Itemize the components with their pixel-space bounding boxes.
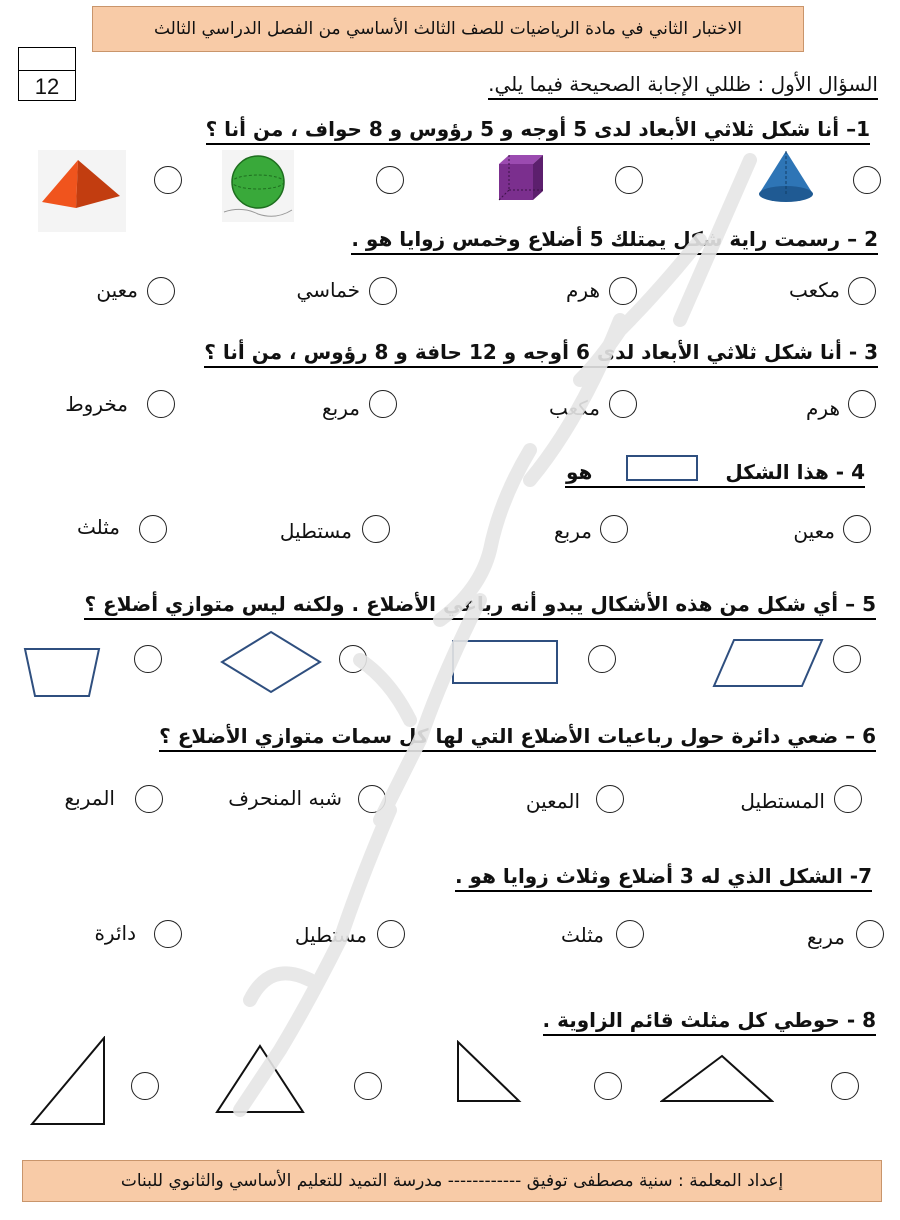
q7-option-2-label: مثلث bbox=[560, 923, 604, 947]
rectangle-shape bbox=[451, 639, 559, 685]
q2-option-1-circle[interactable] bbox=[848, 277, 876, 305]
q4-option-1-circle[interactable] bbox=[843, 515, 871, 543]
cone-icon bbox=[755, 148, 817, 206]
q6-option-3-circle[interactable] bbox=[358, 785, 386, 813]
q6-option-2-circle[interactable] bbox=[596, 785, 624, 813]
q2-option-2-circle[interactable] bbox=[609, 277, 637, 305]
q2-option-2-label: هرم bbox=[566, 278, 600, 302]
q1-option-2-circle[interactable] bbox=[615, 166, 643, 194]
q5-option-2-circle[interactable] bbox=[588, 645, 616, 673]
q7-option-2-circle[interactable] bbox=[616, 920, 644, 948]
pyramid-icon bbox=[38, 150, 126, 232]
q6-option-4-circle[interactable] bbox=[135, 785, 163, 813]
q3-option-4-circle[interactable] bbox=[147, 390, 175, 418]
question-5-text: 5 – أي شكل من هذه الأشكال يبدو أنه رباعي الأضلاع . ولكنه ليس متوازي أضلاع ؟ bbox=[84, 590, 876, 620]
q2-option-3-circle[interactable] bbox=[369, 277, 397, 305]
q2-option-4-circle[interactable] bbox=[147, 277, 175, 305]
q7-option-4-circle[interactable] bbox=[154, 920, 182, 948]
q7-option-1-label: مربع bbox=[807, 925, 845, 949]
q8-option-1-circle[interactable] bbox=[831, 1072, 859, 1100]
q1-option-4-circle[interactable] bbox=[154, 166, 182, 194]
footer bbox=[22, 1160, 882, 1202]
q8-option-3-circle[interactable] bbox=[354, 1072, 382, 1100]
q7-option-4-label: دائرة bbox=[94, 921, 136, 945]
q3-option-3-circle[interactable] bbox=[369, 390, 397, 418]
question-4-text bbox=[565, 458, 865, 488]
q2-option-1-label: مكعب bbox=[788, 278, 840, 302]
q6-option-4-label: المربع bbox=[64, 786, 115, 810]
q4-option-2-circle[interactable] bbox=[600, 515, 628, 543]
q3-option-3-label: مربع bbox=[322, 396, 360, 420]
q2-option-3-label: خماسي bbox=[296, 278, 360, 302]
q1-option-1-circle[interactable] bbox=[853, 166, 881, 194]
q3-option-1-label: هرم bbox=[806, 396, 840, 420]
q3-option-2-circle[interactable] bbox=[609, 390, 637, 418]
q3-option-1-circle[interactable] bbox=[848, 390, 876, 418]
q4-rectangle-figure bbox=[626, 455, 698, 481]
question-3-text: 3 - أنا شكل ثلاثي الأبعاد لدى 6 أوجه و 12 حافة و 8 رؤوس ، من أنا ؟ bbox=[204, 338, 878, 368]
q7-option-3-label: مستطيل bbox=[294, 923, 367, 947]
cube-icon bbox=[495, 152, 547, 204]
trapezoid-shape bbox=[23, 646, 101, 698]
q6-option-1-label: المستطيل bbox=[740, 789, 825, 813]
question-4-end: هو bbox=[566, 460, 593, 484]
q6-option-2-label: المعين bbox=[525, 789, 580, 813]
score-divider bbox=[19, 70, 75, 71]
q4-option-2-label: مربع bbox=[554, 519, 592, 543]
right-triangle-tall bbox=[30, 1036, 108, 1126]
score-box bbox=[18, 47, 76, 101]
score-total: 12 bbox=[34, 74, 60, 99]
q4-option-3-label: مستطيل bbox=[279, 519, 352, 543]
obtuse-triangle bbox=[660, 1054, 774, 1104]
q4-option-4-label: مثلث bbox=[76, 515, 120, 539]
question-1-text: 1– أنا شكل ثلاثي الأبعاد لدى 5 أوجه و 5 رؤوس و 8 حواف ، من أنا ؟ bbox=[206, 115, 870, 145]
q4-option-1-label: معين bbox=[793, 519, 835, 543]
right-triangle bbox=[455, 1040, 523, 1104]
section-title: السؤال الأول : ظللي الإجابة الصحيحة فيما يلي. bbox=[488, 70, 878, 100]
exam-title: الاختبار الثاني في مادة الرياضيات للصف الثالث الأساسي من الفصل الدراسي الثالث bbox=[153, 19, 743, 39]
q4-option-4-circle[interactable] bbox=[139, 515, 167, 543]
q3-option-4-label: مخروط bbox=[65, 392, 128, 416]
rhombus-shape bbox=[220, 630, 322, 694]
q4-option-3-circle[interactable] bbox=[362, 515, 390, 543]
exam-header bbox=[92, 6, 804, 52]
question-6-text: 6 – ضعي دائرة حول رباعيات الأضلاع التي لها كل سمات متوازي الأضلاع ؟ bbox=[159, 722, 876, 752]
q5-option-3-circle[interactable] bbox=[339, 645, 367, 673]
q2-option-4-label: معين bbox=[96, 278, 138, 302]
q7-option-3-circle[interactable] bbox=[377, 920, 405, 948]
q1-option-3-circle[interactable] bbox=[376, 166, 404, 194]
question-8-text: 8 - حوطي كل مثلث قائم الزاوية . bbox=[543, 1006, 876, 1036]
isosceles-triangle bbox=[215, 1044, 305, 1114]
q8-option-2-circle[interactable] bbox=[594, 1072, 622, 1100]
footer-text: إعداد المعلمة : سنية مصطفى توفيق ------------ مدرسة التميد للتعليم الأساسي والثانوي للبنات bbox=[120, 1171, 784, 1191]
q8-option-4-circle[interactable] bbox=[131, 1072, 159, 1100]
parallelogram-shape bbox=[712, 638, 824, 688]
q3-option-2-label: مكعب bbox=[548, 396, 600, 420]
q6-option-3-label: شبه المنحرف bbox=[228, 786, 342, 810]
question-2-text: 2 – رسمت راية شكل يمتلك 5 أضلاع وخمس زوايا هو . bbox=[351, 225, 878, 255]
question-4-lead: 4 - هذا الشكل bbox=[725, 460, 865, 484]
q5-option-1-circle[interactable] bbox=[833, 645, 861, 673]
q6-option-1-circle[interactable] bbox=[834, 785, 862, 813]
q5-option-4-circle[interactable] bbox=[134, 645, 162, 673]
question-7-text: 7- الشكل الذي له 3 أضلاع وثلاث زوايا هو . bbox=[455, 862, 872, 892]
q7-option-1-circle[interactable] bbox=[856, 920, 884, 948]
sphere-icon bbox=[222, 150, 294, 222]
